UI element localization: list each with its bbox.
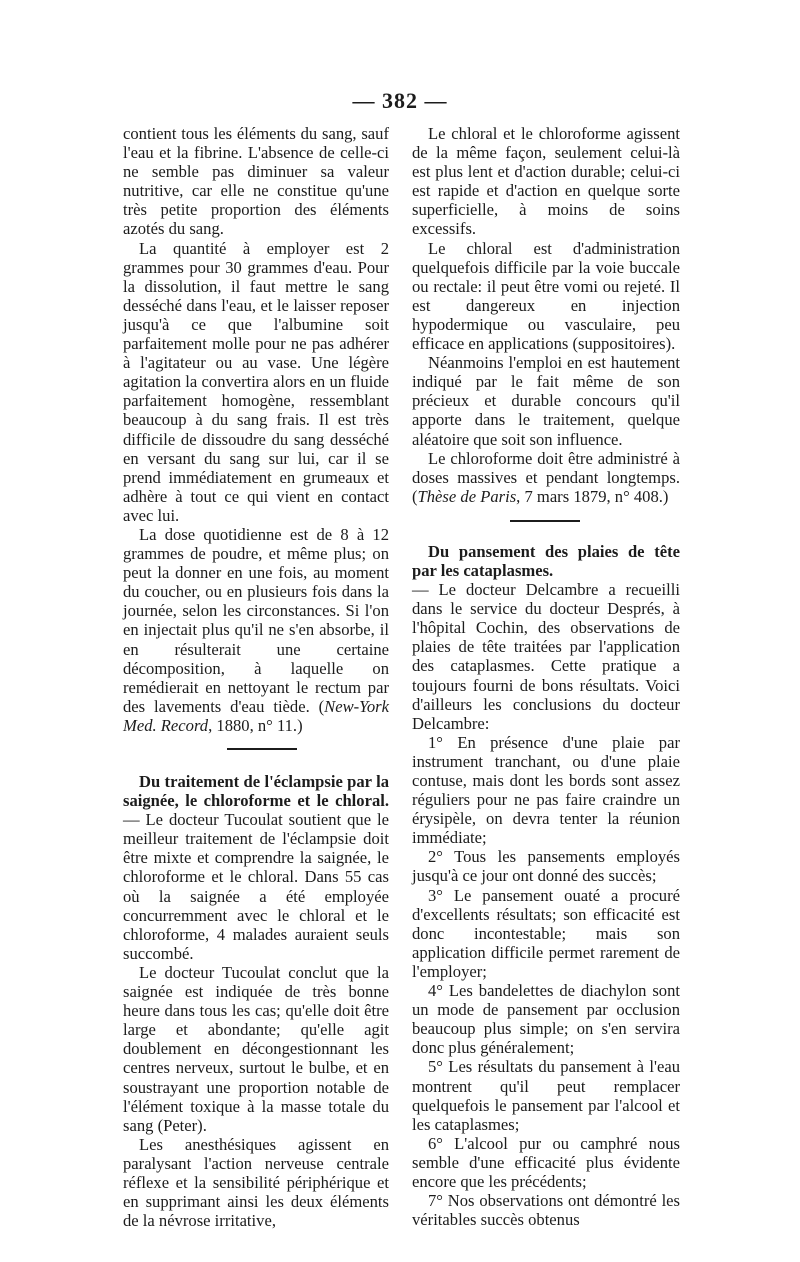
paragraph: La quantité à employer est 2 grammes pour 30 grammes d'eau. Pour la dissolution, il faut mettre le sang desséché dans l'eau, et le laisser reposer jusqu'à ce que l'albumine soit parfaitement molle pour ne pas adhérer à l'agitateur ou au vase. Une légère agitation la convertira alors en un fluide parfaitement homogène, ressemblant beaucoup à du sang frais. Il est très difficile de dissoudre du sang desséché en versant du sang sur lui, car il se prend immédiatement en grumeaux et adhère à tout ce qui vient en contact avec lui. — [123, 238, 389, 525]
paragraph-text: Le chloroforme doit être administré à doses massives et pendant longtemps. ( — [412, 448, 680, 506]
conclusion-item: 6° L'alcool pur ou camphré nous semble d'une efficacité plus évidente encore que les précédents; — [412, 1133, 680, 1191]
section-divider — [510, 520, 580, 522]
paragraph: Les anesthésiques agissent en paralysant l'action nerveuse centrale réflexe et la sensibilité périphérique et en supprimant ainsi les deux éléments de la névrose irritative, — [123, 1134, 389, 1231]
paragraph-text: — Le docteur Tucoulat soutient que le meilleur traitement de l'éclampsie doit être mixte et comprendre la saignée, le chloroforme et le chloral. Dans 55 cas où la saignée a été employée concurremment avec le chloral et le chloroforme, 4 malades auraient seuls succombé. — [123, 810, 389, 963]
paragraph: Néanmoins l'emploi en est hautement indiqué par le fait même de son précieux et durable concours qu'il apporte dans le traitement, quelque aléatoire que soit son influence. — [412, 353, 680, 449]
conclusion-item: 7° Nos observations ont démontré les véritables succès obtenus — [412, 1191, 680, 1230]
page-number: — 382 — — [352, 88, 448, 113]
article-intro — [123, 772, 389, 963]
source-citation: Thèse de Paris — [417, 486, 517, 506]
section-divider — [227, 748, 297, 750]
conclusion-item: 4° Les bandelettes de diachylon sont un mode de pansement par occlusion beaucoup plus simple; on s'en servira donc plus généralement; — [412, 981, 680, 1058]
paragraph: Le docteur Tucoulat conclut que la saignée est indiquée de très bonne heure dans tous les cas; qu'elle doit être large et abondante; qu'elle agit doublement en décongestionnant les centres nerveux, surtout le bulbe, et en soustrayant une proportion notable de l'élément toxique à la masse totale du sang (Peter). — [123, 962, 389, 1135]
paragraph-text: , 7 mars 1879, n° 408.) — [516, 486, 669, 506]
conclusion-item: 3° Le pansement ouaté a procuré d'excellents résultats; son efficacité est donc incontestable; mais son application difficile permet rarement de l'employer; — [412, 885, 680, 981]
paragraph-text: , 1880, n° 11.) — [208, 715, 303, 735]
right-column — [412, 124, 680, 1229]
left-column — [123, 124, 389, 1230]
conclusion-item: 2° Tous les pansements employés jusqu'à ce jour ont donné des succès; — [412, 847, 680, 886]
article-heading: Du traitement de l'éclampsie par la saignée, le chloroforme et le chloral. — [123, 772, 389, 811]
paragraph-text: La dose quotidienne est de 8 à 12 grammes de poudre, et même plus; on peut la donner en une fois, au moment du coucher, ou en plusieurs fois dans la journée, selon les circonstances. Si l'on en injectait plus qu'il ne s'en absorbe, il en résulterait une certaine décomposition, à laquelle on remédierait en nettoyant le rectum par des lavements d'eau tiède. ( — [123, 524, 389, 716]
conclusion-item: 1° En présence d'une plaie par instrument tranchant, ou d'une plaie contuse, mais dont les bords sont assez réguliers pour ne pas faire craindre un érysipèle, on devra tenter la réunion immédiate; — [412, 732, 680, 848]
paragraph — [412, 449, 680, 506]
source-citation: New-York Med. Record — [123, 696, 389, 735]
paragraph: Le chloral et le chloroforme agissent de la même façon, seulement celui-là est plus lent et d'action durable; celui-ci est rapide et d'action en quelque sorte superficielle, à moins de soins excessifs. — [412, 124, 680, 239]
conclusion-item: 5° Les résultats du pansement à l'eau montrent qu'il peut remplacer quelquefois le pansement par l'alcool et les cataplasmes; — [412, 1057, 680, 1134]
paragraph — [123, 525, 389, 735]
paragraph: Le chloral est d'administration quelquefois difficile par la voie buccale ou rectale: il peut être vomi ou rejeté. Il est dangereux en injection hypodermique ou vasculaire, peu efficace en applications (suppositoires). — [412, 238, 680, 354]
article-heading: Du pansement des plaies de tête par les cataplasmes. — [412, 541, 680, 580]
paragraph: contient tous les éléments du sang, sauf l'eau et la fibrine. L'absence de celle-ci ne semble pas diminuer sa valeur nutritive, car elle ne constitue qu'une très petite proportion des éléments azotés du sang. — [123, 124, 389, 239]
article-intro: — Le docteur Delcambre a recueilli dans le service du docteur Després, à l'hôpital Cochin, des observations de plaies de tête traitées par l'application des cataplasmes. Cette pratique a toujours fourni de bons résultats. Voici d'ailleurs les conclusions du docteur Delcambre: — [412, 580, 680, 733]
